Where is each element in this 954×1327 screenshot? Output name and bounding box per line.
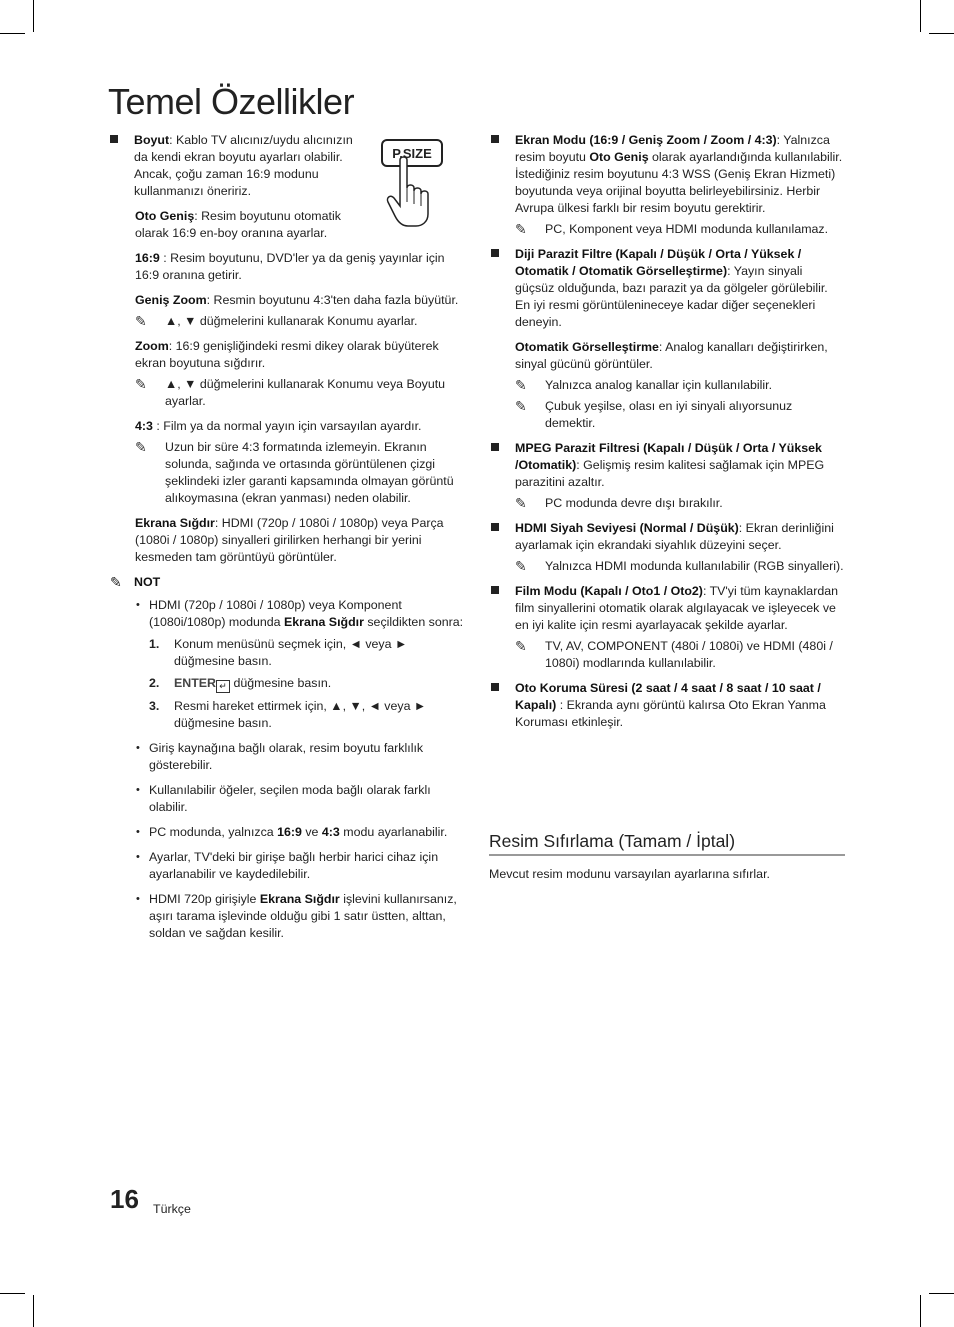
item-term: 16:9 (135, 251, 160, 265)
list-item (489, 680, 845, 731)
item-text: : Resim boyutunu otomatik olarak 16:9 en-boy oranına ayarlar. (135, 209, 341, 240)
note (108, 376, 466, 410)
dot-bullet-icon: • (136, 742, 140, 754)
square-bullet-icon (110, 135, 118, 143)
item-term: Oto Geniş (589, 150, 649, 164)
step-item (108, 636, 466, 670)
note (489, 558, 845, 575)
bullet-text: Giriş kaynağına bağlı olarak, resim boyutu farklılık gösterebilir. (149, 741, 424, 772)
pencil-note-icon: ✎ (135, 439, 147, 455)
bullet-text: modu ayarlanabilir. (339, 825, 448, 839)
bullet-text: Ayarlar, TV'deki bir girişe bağlı herbir harici cihaz için ayarlanabilir ve kaydedilebilir. (149, 850, 439, 881)
bullet-text: PC modunda, yalnızca (149, 825, 278, 839)
dot-bullet-icon: • (136, 599, 140, 611)
bullet-term: 4:3 (321, 825, 340, 839)
square-bullet-icon (491, 523, 499, 531)
step-text: düğmesine basın. (230, 676, 332, 690)
list-item (489, 583, 845, 634)
item-text: olarak ayarlandığında kullanılabilir. İstediğiniz resim boyutunu 4:3 WSS (Geniş Ekran Hizmeti) boyutunda veya orijinal boyutta belirleyebilirsiniz. Herbir Avrupa ülkesi farklı bir resim boyutu gerektirir. (515, 150, 843, 215)
note (489, 221, 845, 238)
pencil-note-icon: ✎ (515, 638, 527, 654)
bullet-term: Ekrana Sığdır (284, 615, 364, 629)
bullet-text: işlevini kullanırsanız, aşırı tarama işlevinde olduğu gibi 1 satır üstten, alttan, soldan ve sağdan kesilir. (149, 892, 457, 940)
bullet-term: Ekrana Sığdır (259, 892, 340, 906)
item-term: Ekrana Sığdır (135, 516, 215, 530)
list-item (108, 418, 466, 435)
page-language: Türkçe (153, 1202, 191, 1216)
step-text: Konum menüsünü seçmek için, ◄ veya ► düğmesine basın. (174, 637, 408, 668)
item-text: : Yalnızca resim boyutu (515, 133, 830, 164)
item-term: Film Modu (Kapalı / Oto1 / Oto2) (515, 584, 703, 598)
list-item (489, 132, 845, 217)
note-label: NOT (134, 575, 161, 589)
square-bullet-icon (491, 586, 499, 594)
bullet-text: HDMI 720p girişiyle (149, 892, 260, 906)
pencil-note-icon: ✎ (515, 398, 527, 414)
crop-mark (33, 0, 34, 32)
note-text: Yalnızca analog kanallar için kullanılabilir. (545, 378, 773, 392)
item-text: : Ekran derinliğini ayarlamak için ekrandaki siyahlık düzeyini seçer. (515, 521, 834, 552)
note (108, 313, 466, 330)
crop-mark (0, 1293, 25, 1294)
enter-key-label: ENTER (174, 676, 216, 690)
item-text: : Ekranda aynı görüntü kalırsa Oto Ekran Yanma Koruması etkinleşir. (515, 698, 826, 729)
bullet-text: seçildikten sonra: (363, 615, 464, 629)
note (489, 377, 845, 394)
enter-icon: ↵ (216, 680, 230, 693)
item-term: Ekran Modu (16:9 / Geniş Zoom / Zoom / 4:3) (515, 133, 777, 147)
list-item (108, 250, 466, 284)
pencil-note-icon: ✎ (135, 376, 147, 392)
list-item (108, 292, 466, 309)
bullet-item (108, 740, 466, 774)
item-term: 4:3 (135, 419, 153, 433)
pencil-note-icon: ✎ (135, 313, 147, 329)
note-text: Yalnızca HDMI modunda kullanılabilir (RGB sinyalleri). (545, 559, 844, 573)
list-item (489, 246, 845, 331)
note-text: Çubuk yeşilse, olası en iyi sinyali alıyorsunuz demektir. (545, 399, 793, 430)
right-column (489, 132, 845, 739)
left-column (108, 132, 466, 947)
square-bullet-icon (491, 135, 499, 143)
pencil-note-icon: ✎ (110, 574, 122, 590)
item-text: : Yayın sinyali güçsüz olduğunda, bazı parazit ya da gölgeler görülebilir. En iyi resmi görüntülenineceye kadar diğer seçenekleri deneyin. (515, 264, 828, 329)
step-number: 3. (149, 699, 160, 713)
bullet-item (108, 597, 466, 631)
item-term: Zoom (135, 339, 169, 353)
item-text: : Kablo TV alıcınız/uydu alıcınızın da kendi ekran boyutu ayarları olabilir. Ancak, çoğu zaman 16:9 modunu kullanmanızı öneririz. (134, 133, 353, 198)
square-bullet-icon (491, 443, 499, 451)
item-text: : Analog kanalları değiştirirken, sinyal gücünü görüntüler. (515, 340, 828, 371)
dot-bullet-icon: • (136, 893, 140, 905)
item-term: Geniş Zoom (135, 293, 207, 307)
crop-mark (33, 1295, 34, 1327)
note-heading (108, 574, 466, 591)
note-text: PC, Komponent veya HDMI modunda kullanılamaz. (545, 222, 829, 236)
list-item (489, 339, 845, 373)
pencil-note-icon: ✎ (515, 221, 527, 237)
list-item (489, 440, 845, 491)
item-text: : Resim boyutunu, DVD'ler ya da geniş yayınlar için 16:9 oranına getirir. (135, 251, 445, 282)
item-text: : Gelişmiş resim kalitesi sağlamak için MPEG parazitini azaltır. (515, 458, 825, 489)
list-item (108, 515, 466, 566)
reset-section (489, 830, 845, 883)
list-item (108, 208, 367, 242)
item-term: Oto Koruma Süresi (2 saat / 4 saat / 8 saat / 10 saat / Kapalı) (515, 681, 821, 712)
item-text: : Film ya da normal yayın için varsayılan ayardır. (152, 419, 422, 433)
note-text: ▲, ▼ düğmelerini kullanarak Konumu ayarlar. (165, 314, 418, 328)
step-number: 2. (149, 676, 160, 690)
crop-mark (920, 0, 921, 32)
list-item (108, 338, 466, 372)
bullet-text: HDMI (720p / 1080i / 1080p) veya Komponent (1080i/1080p) modunda (149, 598, 402, 629)
crop-mark (929, 1293, 954, 1294)
crop-mark (920, 1295, 921, 1327)
item-term: Boyut (134, 133, 170, 147)
dot-bullet-icon: • (136, 784, 140, 796)
item-text: : Resmin boyutunu 4:3'ten daha fazla büyütür. (206, 293, 459, 307)
bullet-text: Kullanılabilir öğeler, seçilen moda bağlı olarak farklı olabilir. (149, 783, 431, 814)
item-term: HDMI Siyah Seviyesi (Normal / Düşük) (515, 521, 739, 535)
page-number: 16 (110, 1184, 139, 1214)
step-item (108, 698, 466, 732)
list-item (108, 132, 364, 200)
note-text: Uzun bir süre 4:3 formatında izlemeyin. Ekranın solunda, sağında ve ortasında görüntülenen çizgi şeklindeki izler garanti kapsamında olmayan görüntü alıkoymasına (ekran yanması) neden olabilir. (165, 440, 454, 505)
crop-mark (929, 33, 954, 34)
bullet-item (108, 849, 466, 883)
list-item (489, 520, 845, 554)
square-bullet-icon (491, 249, 499, 257)
bullet-term: 16:9 (277, 825, 302, 839)
dot-bullet-icon: • (136, 851, 140, 863)
note (108, 439, 466, 507)
section-heading: Resim Sıfırlama (Tamam / İptal) (489, 830, 845, 856)
item-term: MPEG Parazit Filtresi (Kapalı / Düşük / Orta / Yüksek /Otomatik) (515, 441, 822, 472)
square-bullet-icon (491, 683, 499, 691)
note-text: PC modunda devre dışı bırakılır. (545, 496, 723, 510)
item-term: Otomatik Görselleştirme (515, 340, 659, 354)
item-term: Oto Geniş (135, 209, 195, 223)
section-text: Mevcut resim modunu varsayılan ayarlarına sıfırlar. (489, 867, 770, 881)
step-item (108, 675, 466, 693)
note-text: TV, AV, COMPONENT (480i / 1080i) ve HDMI (480i / 1080i) modlarında kullanılabilir. (545, 639, 833, 670)
note (489, 495, 845, 512)
item-text: : 16:9 genişliğindeki resmi dikey olarak büyüterek ekran boyutuna sığdırır. (135, 339, 439, 370)
item-text: : HDMI (720p / 1080i / 1080p) veya Parça (1080i / 1080p) sinyalleri girilirken herhangi bir yerini kesmeden tam görüntüyü görüntüler. (135, 516, 444, 564)
pencil-note-icon: ✎ (515, 495, 527, 511)
dot-bullet-icon: • (136, 826, 140, 838)
crop-mark (0, 33, 25, 34)
note (489, 398, 845, 432)
pencil-note-icon: ✎ (515, 377, 527, 393)
note (489, 638, 845, 672)
pencil-note-icon: ✎ (515, 558, 527, 574)
bullet-item (108, 782, 466, 816)
item-term: Diji Parazit Filtre (Kapalı / Düşük / Orta / Yüksek / Otomatik / Otomatik Görselleştirme) (515, 247, 802, 278)
item-text: : TV'yi tüm kaynaklardan film sinyallerini otomatik olarak algılayacak ve işleyecek ve en iyi kalite için resmi ayarlayacak şekilde ayarlar. (515, 584, 838, 632)
step-text: Resmi hareket ettirmek için, ▲, ▼, ◄ veya ► düğmesine basın. (174, 699, 427, 730)
note-text: ▲, ▼ düğmelerini kullanarak Konumu veya Boyutu ayarlar. (165, 377, 446, 408)
bullet-item (108, 891, 466, 942)
page-title: Temel Özellikler (108, 81, 355, 122)
step-number: 1. (149, 637, 160, 651)
bullet-text: ve (301, 825, 322, 839)
bullet-item (108, 824, 466, 841)
psize-label: P.SIZE (392, 146, 432, 161)
